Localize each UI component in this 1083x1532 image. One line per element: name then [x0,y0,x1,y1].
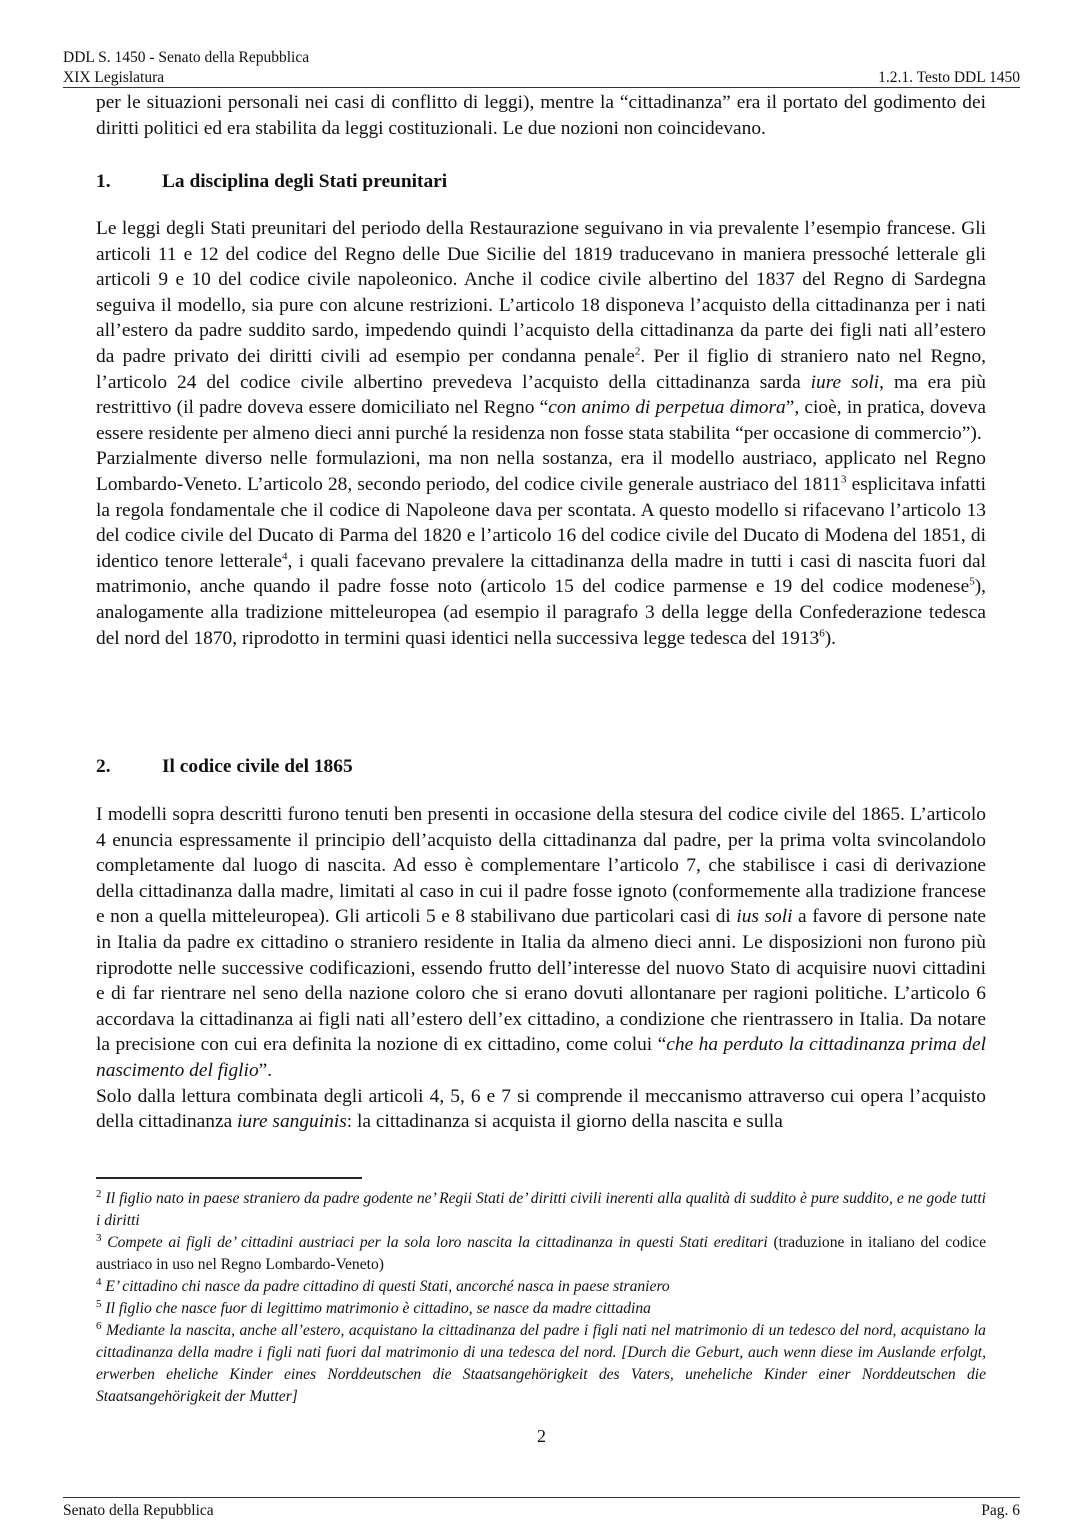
section-1-title: La disciplina degli Stati preunitari [162,171,448,192]
section-1-number: 1. [96,171,111,192]
footnote-5: $^5$ Il figlio che nasce fuor di legittimo matrimonio è cittadino, se nasce da madre cittadina [96,1297,651,1317]
footnote-ref-2[interactable]: 2 [634,345,641,358]
footnote-4: $^4$ E’ cittadino chi nasce da padre cittadino di questi Stati, ancorché nasca in paese straniero [96,1275,670,1295]
footnotes [96,1188,986,1408]
footer-rule [63,1497,1020,1498]
section-1-heading [96,169,447,194]
intro-paragraph [96,90,986,141]
footnote-ref-3[interactable]: 3 [840,473,847,486]
footnote-2: $^2$ Il figlio nato in paese straniero da padre godente ne’ Regii Stati de’ diritti civili inerenti alla qualità di suddito è pure suddito, e ne gode tutti i diritti [96,1187,986,1229]
section-1-body [96,216,986,651]
section-1-paragraph-2: Parzialmente diverso nelle formulazioni, ma non nella sostanza, era il modello austriaco, applicato nel Regno Lombardo-Veneto. L’articolo 28, secondo periodo, del codice civile generale austriaco del 1811$^3$ esplicitava infatti la regola fondamentale che il codice di Napoleone dava per scontata. A questo modello si rifacevano l’articolo 13 del codice civile del Ducato di Parma del 1820 e l’articolo 16 del codice civile del Ducato di Modena del 1851, di identico tenore letterale$^4$, i quali facevano prevalere la cittadinanza della madre in tutti i casi di nascita fuori dal matrimonio, anche quando il padre fosse noto (articolo 15 del codice parmense e 19 del codice modenese$^5$), analogamente alla tradizione mitteleuropea (ad esempio il paragrafo 3 della legge della Confederazione tedesca del nord del 1870, riprodotto in termini quasi identici nella successiva legge tedesca del 1913$^6$). [96,448,986,649]
footnote-ref-4[interactable]: 4 [282,550,288,563]
footnote-separator [96,1177,362,1179]
header-title: DDL S. 1450 - Senato della Repubblica [63,49,310,66]
footnote-3: $^3$ Compete ai figli de’ cittadini austriaci per la sola loro nascita la cittadinanza in questi Stati ereditari (traduzione in italiano del codice austriaco in uso nel Regno Lombardo-Veneto) [96,1231,986,1273]
footnote-ref-6[interactable]: 6 [819,627,825,640]
footer-institution: Senato della Repubblica [63,1502,214,1519]
page-number: 2 [537,1426,546,1446]
section-2-paragraph-1: I modelli sopra descritti furono tenuti ben presenti in occasione della stesura del codice civile del 1865. L’articolo 4 enuncia espressamente il principio dell’acquisto della cittadinanza dal padre, per la prima volta svincolandolo completamente dal luogo di nascita. Ad esso è complementare l’articolo 7, che stabilisce i casi di derivazione della cittadinanza dalla madre, limitati al caso in cui il padre fosse ignoto (conformemente alla tradizione francese e non a quella mitteleuropea). Gli articoli 5 e 8 stabilivano due particolari casi di ius soli a favore di persone nate in Italia da padre ex cittadino o straniero residente in Italia da almeno dieci anni. Le disposizioni non furono più riprodotte nelle successive codificazioni, essendo frutto dell’interesse del nuovo Stato di acquisire nuovi cittadini e di far rientrare nel seno della nazione coloro che si erano dovuti allontanare per ragioni politiche. L’articolo 6 accordava la cittadinanza ai figli nati all’estero dell’ex cittadino, a condizione che rientrassero in Italia. Da notare la precisione con cui era definita la nozione di ex cittadino, come colui “che ha perduto la cittadinanza prima del nascimento del figlio”. [96,804,987,1081]
section-2-paragraph-2: Solo dalla lettura combinata degli articoli 4, 5, 6 e 7 si comprende il meccanismo attraverso cui opera l’acquisto della cittadinanza iure sanguinis: la cittadinanza si acquista il giorno della nascita e sulla [96,1085,986,1133]
footnote-6: $^6$ Mediante la nascita, anche all’estero, acquistano la cittadinanza del padre i figli nati nel matrimonio di un tedesco del nord, acquistano la cittadinanza della madre i figli nati fuori dal matrimonio di una tedesca del nord. [Durch die Geburt, auch wenn diese im Auslande erfolgt, erwerben eheliche Kinder eines Norddeutschen die Staatsangehörigkeit des Vaters, uneheliche Kinder einer Norddeutschen die Staatsangehörigkeit der Mutter] [96,1319,986,1405]
header-legislature: XIX Legislatura [63,69,165,86]
section-2-heading [96,754,353,779]
intro-text: per le situazioni personali nei casi di conflitto di leggi), mentre la “cittadinanza” era il portato del godimento dei diritti politici ed era stabilita da leggi costituzionali. Le due nozioni non coincidevano. [96,92,986,139]
section-2-body [96,802,986,1135]
footer-page-label: Pag. 6 [981,1502,1020,1519]
section-1-paragraph-1: Le leggi degli Stati preunitari del periodo della Restaurazione seguivano in via prevalente l’esempio francese. Gli articoli 11 e 12 del codice del Regno delle Due Sicilie del 1819 traducevano in maniera pressoché letterale gli articoli 9 e 10 del codice civile napoleonico. Anche il codice civile albertino del 1837 del Regno di Sardegna seguiva il modello, sia pure con alcune restrizioni. L’articolo 18 disponeva l’acquisto della cittadinanza per i nati all’estero da padre suddito sardo, impedendo quindi l’acquisto della cittadinanza da parte dei figli nati all’estero da padre privato dei diritti civili ad esempio per condanna penale$^2$. Per il figlio di straniero nato nel Regno, l’articolo 24 del codice civile albertino prevedeva l’acquisto della cittadinanza sarda iure soli, ma era più restrittivo (il padre doveva essere domiciliato nel Regno “con animo di perpetua dimora”, cioè, in pratica, doveva essere residente per almeno dieci anni purché la residenza non fosse stata stabilita “per occasione di commercio”). [96,218,986,444]
header-document-ref: 1.2.1. Testo DDL 1450 [878,69,1020,86]
section-2-title: Il codice civile del 1865 [162,756,353,777]
header-rule [63,87,1020,88]
section-2-number: 2. [96,756,111,777]
footnote-ref-5[interactable]: 5 [969,575,975,588]
